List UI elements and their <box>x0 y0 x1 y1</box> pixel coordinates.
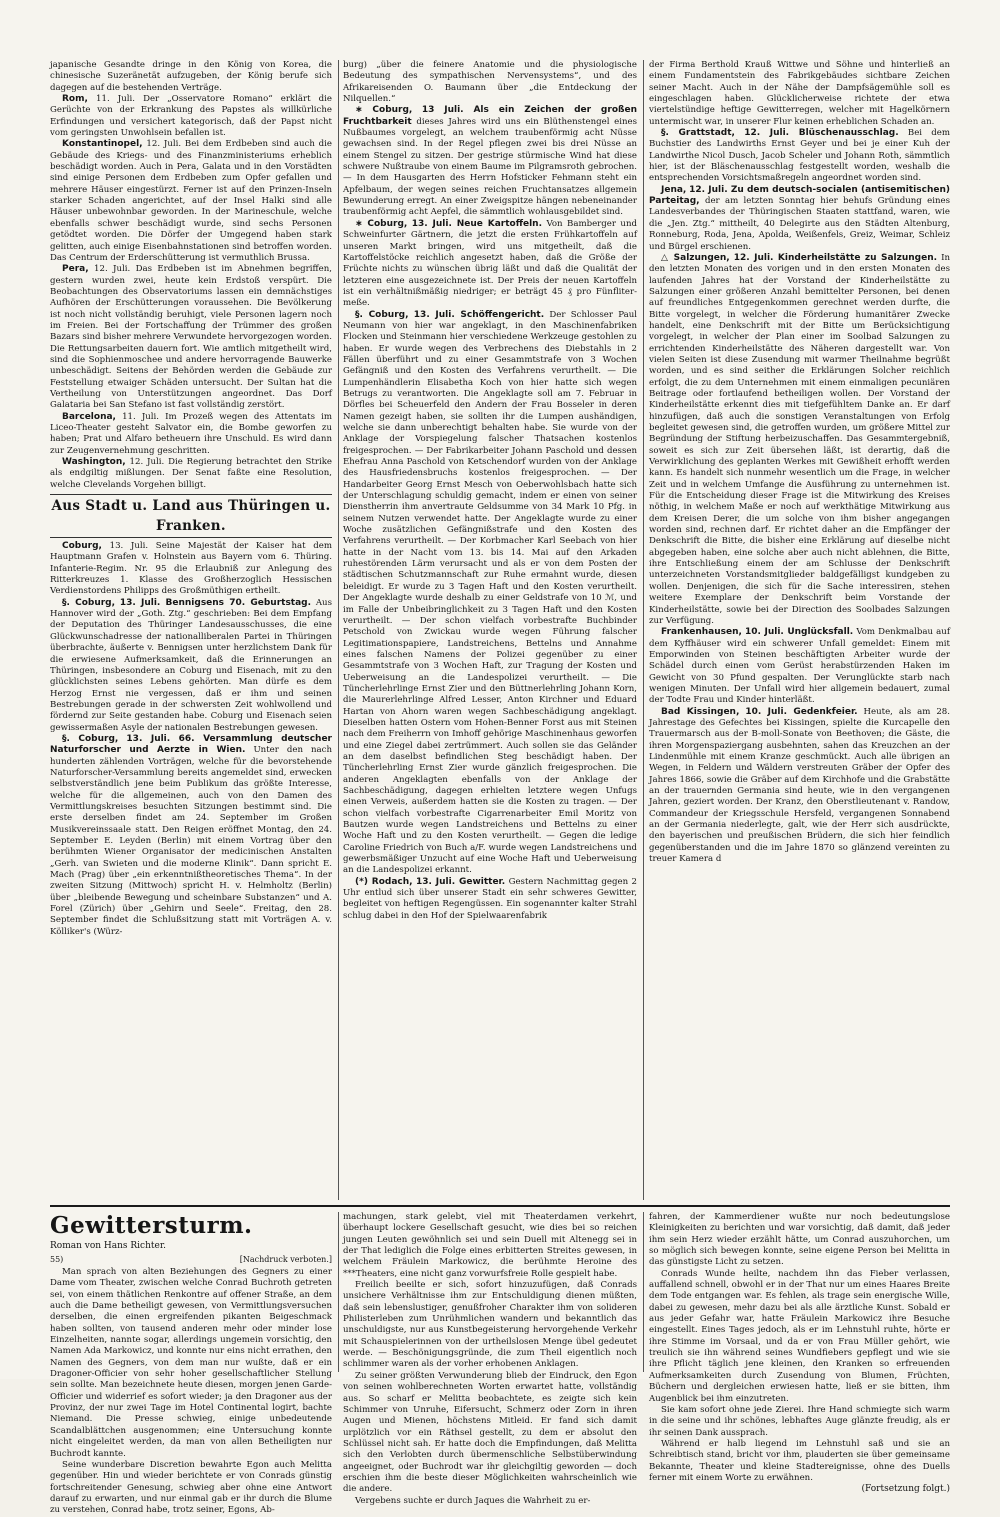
feuilleton-paragraph: Sie kam sofort ohne jede Zierei. Ihre Hand schmiegte sich warm in die seine und ihr schönes, lebhaftes Auge glänzte freudig, als er ihr seinen Dank aussprach. <box>649 1404 950 1438</box>
article-kissingen: Bad Kissingen, 10. Juli. Gedenkfeier. Heute, als am 28. Jahrestage des Gefechtes bei Kissingen, spielte die Kurcapelle den Trauermarsch aus der B-moll-Sonate von Beethoven; die Gäste, die ihren Morgenspaziergang ausbehnten, sahen das Kreuzchen an der Lindenmühle mit einem Kranze geschmückt. Auch alle übrigen an Wegen, in Feldern und Wäldern verstreuten Gräber der Opfer des Jahres 1866, sowie die Gräber auf dem Kirchhofe und die Grabstätte an der trauernden Germania sind heute, wie in den vergangenen Jahren, geziert worden. Der Kranz, den Oberstlieutenant v. Randow, Commandeur der Kriegsschule Hersfeld, vergangenen Sonnabend an der Germania niederlegte, galt, wie der Herr sich ausdrückte, den bayerischen und preußischen Brüdern, die sich hier feindlich gegenüberstanden und die im Jahre 1870 so glänzend vereinten zu treuer Kamera d <box>649 706 951 865</box>
dateline: Frankenhausen, <box>661 627 742 638</box>
article-headline: 13. Juli. 66. Versammlung deutscher Naturforscher und Aerzte in Wien. <box>50 733 332 756</box>
dateline: Rom, <box>62 94 88 105</box>
article-text: der Firma Berthold Krauß Wittwe und Söhne und hinterließ an einem Fundamentstein des Fabrikgebäudes sichtbare Zeichen seiner Macht. Auch in der Nähe der Dampfsägemühle soll es eingeschlagen haben. Glücklicherweise richtete der etwa viertelstündige heftige Gewitterregen, welcher mit Hagelkörnern untermischt war, in unserer Flur keinen erheblichen Schaden an. <box>649 60 950 127</box>
article-jena: Jena, 12. Juli. Zu dem deutsch-socialen (antisemitischen) Parteitag, der am letzten Sonntag hier behufs Gründung eines Landesverbandes der Thüringischen Staaten stattfand, waren, wie die „Jen. Ztg.“ mittheilt, 40 Delegirte aus den Städten Altenburg, Ronneburg, Roda, Jena, Apolda, Weißenfels, Greiz, Weimar, Schleiz und Bürgel erschienen. <box>649 184 950 252</box>
article-headline: 12. Juli. Blüschenausschlag. <box>744 128 899 139</box>
article-headline: 12. Juli. Zu dem deutsch-socialen (antisemitischen) Parteitag, <box>649 184 950 207</box>
article-headline: 10. Juli. Unglücksfall. <box>745 627 854 638</box>
article-salzungen: △ Salzungen, 12. Juli. Kinderheilstätte zu Salzungen. In den letzten Monaten des vorigen und in den ersten Monaten des laufenden Jahres hat der Vorstand der Kinderheilstätte zu Salzungen einer größeren Anzahl bemittelter Personen, bei denen auf freundliches Entgegenkommen gerechnet werden durfte, die Bitte vorgelegt, in welcher die Förderung humanitärer Zwecke handelt, eine Denkschrift mit der Bitte um Berücksichtigung vorgelegt, in welcher der Plan einer im Soolbad Salzungen zu errichtenden Kinderheilstätte des Näheren dargestellt war. Von vielen Seiten ist diese Zusendung mit warmer Theilnahme begrüßt worden, und es sind seither die Erklärungen Solcher reichlich erfolgt, die zu dem Unternehmen mit einem einmaligen pecuniären Beitrage oder fortlaufend betheiligen wollen. Der Vorstand der Kinderheilstätte erkennt dies mit tiefgefühltem Danke an. Er darf hinzufügen, daß auch die sonstigen Veranstaltungen von Erfolg begleitet gewesen sind, die getroffen wurden, um größere Mittel zur Begründung der Stiftung herbeizuschaffen. Das Gesammtergebniß, soweit es sich zur Zeit übersehen läßt, ist derartig, daß die Verwirklichung des geplanten Werkes mit Gewißheit erhofft werden kann. Es handelt sich nunmehr wesentlich um die Frage, in welcher Zeit und in welchem Umfange die Ausführung zu unternehmen ist. Für die Entscheidung dieser Frage ist die Mitwirkung des Kreises nöthig, in welchem Maße er noch auf werkthätige Mitwirkung aus dem Kreisen Derer, die um solche von ihm bisher angegangen worden sind, rechnen darf. Er richtet daher an die Empfänger der Denkschrift die Bitte, die bisher eine Erklärung auf dieselbe nicht abgegeben haben, eine solche aber auch nicht ablehnen, die Bitte, ihre Entschließung einem der am Schlusse der Denkschrift unterzeichneten Vorstandsmitglieder baldgefälligst kundgeben zu wollen. Denjenigen, die sich für die Sache interessiren, stehen weitere Exemplare der Denkschrift beim Vorstande der Kinderheilstätte, sowie bei der Direction des Soolbades Salzungen zur Verfügung. <box>649 252 951 626</box>
feuilleton-column-2 <box>343 1212 637 1506</box>
column-divider <box>338 60 339 1200</box>
article-pera: Pera, 12. Juli. Das Erdbeben ist im Abnehmen begriffen, gestern wurden zwei, heute kein Erdstoß verspürt. Die Beobachtungen des Observatoriums lassen ein demnächstiges Aufhören der Erschütterungen voraussehen. Die Bevölkerung ist noch nicht vollständig beruhigt, viele Personen lagern noch im Freien. Bei der Fortschaffung der Trümmer des großen Bazars sind bisher mehrere Verwundete hervorgezogen worden. Die Rettungsarbeiten dauern fort. Wie amtlich mitgetheilt wird, sind die Sophienmoschee und andere hervorragende Bauwerke unbeschädigt. Seitens der Behörden werden die Gebäude zur Feststellung etwaiger Schäden untersucht. Der Sultan hat die Vertheilung von Unterstützungen angeordnet. Das Dorf Galataria bei San Stefano ist fast vollständig zerstört. <box>50 264 333 411</box>
article-schoeffengericht: §. Coburg, 13. Juli. Schöffengericht. Der Schlosser Paul Neumann von hier war angeklagt, in den Maschinenfabriken Flocken und Steinmann hier verschiedene Werkzeuge gestohlen zu haben. Er wurde wegen des Verbrechens des Diebstahls in 2 Fällen überführt und zu einer Gesammtstrafe von 3 Wochen Gefängniß und den Kosten des Verfahrens verurtheilt. — Die Lumpenhändlerin Elisabetha Koch von hier hatte sich wegen Betrugs zu verantworten. Die Angeklagte soll am 7. Februar in Dörfles bei Scheuerfeld den Andern der Frau Bosseler in deren Namen gezeigt haben, sie sollten ihr die Lumpen aushändigen, welche sie dann unberechtigt behalten habe. Sie wurde von der Anklage der Vorspiegelung falscher Thatsachen kostenlos freigesprochen. — Der Fabrikarbeiter Johann Paschold und dessen Ehefrau Anna Paschold von Ketschendorf wurden von der Anklage des Hausfriedensbruchs kostenlos freigesprochen. — Der Handarbeiter Georg Ernst Mesch von Oeberwohlsbach hatte sich der Unterschlagung schuldig gemacht, indem er einen von seiner Dienstherrin ihm anvertraute Geldsumme von 34 Mark 10 Pfg. in seinem Nutzen verwendet hatte. Der Angeklagte wurde zu einer Woche zusätzlichen Gefängnißstrafe und den Kosten des Verfahrens verurtheilt. — Der Korbmacher Karl Seebach von hier hatte in der Nacht vom 13. bis 14. Mai auf den Arkaden ruhestörenden Lärm verursacht und als er von dem Posten der städtischen Schutzmannschaft zur Ruhe ermahnt wurde, diesen beleidigt. Er wurde zu 3 Tagen Haft und den Kosten verurtheilt. Der Angeklagte wurde deshalb zu einer Geldstrafe von 10 ℳ, und im Falle der Unbeibringlichkeit zu 3 Tagen Haft und den Kosten verurtheilt. — Der schon vielfach vorbestrafte Buchbinder Petschold von Zwickau wurde wegen Führung falscher Legitimationspapiere, Landstreichens, Bettelns und Annahme eines falschen Namens der Polizei gegenüber zu einer Gesammtstrafe von 3 Wochen Haft, zur Tragung der Kosten und Ueberweisung an die Landespolizei verurtheilt. — Die Tüncherlehrlinge Ernst Zier und den Büttnerlehrling Johann Korn, die Maurerlehrlinge Alfred Lesser, Anton Kirchner und Eduard Hartan von Ahorn waren wegen Sachbeschädigung angeklagt. Dieselben hatten Ostern vom Hohen-Benner Forst aus mit Steinen nach dem Freiherrn von Imhoff gehörige Maschinenhaus geworfen und eine Ziegel dabei zertrümmert. Auch sollen sie das Geländer an dem daselbst befindlichen Steg beschädigt haben. Der Tüncherlehrling Ernst Zier wurde gänzlich freigesprochen. Die anderen Angeklagten ebenfalls von der Anklage der Sachbeschädigung, dagegen erhielten letztere wegen Unfugs einen Verweis, außerdem hatten sie die Kosten zu tragen. — Der schon vielfach vorbestrafte Cigarrenarbeiter Emil Moritz von Bautzen wurde wegen Landstreichens und Bettelns zu einer Woche Haft und zu den Kosten verurtheilt. — Gegen die ledige Caroline Friedrich von Buch a/F. wurde wegen Landstreichens und gewerbsmäßiger Unzucht auf eine Woche Haft und Ueberweisung an die Landespolizei erkannt. <box>343 309 638 876</box>
article-text: burg) „über die feinere Anatomie und die physiologische Bedeutung des sympathischen Nervensystems“, und des Afrikareisenden O. Baumann über „die Entdeckung der Nilquellen.“ <box>343 60 637 105</box>
feuilleton-column-1 <box>50 1212 332 1516</box>
continuation-notice: (Fortsetzung folgt.) <box>861 1484 950 1495</box>
article-headline: 13. Juli. Bennigsens 70. Geburtstag. <box>119 597 312 608</box>
feuilleton-paragraph: Zu seiner größten Verwunderung blieb der Eindruck, den Egon von seinen wohlberechneten Worten erwartet hatte, vollständig aus. So scharf er Melitta beobachtete, es zeigte sich kein Schimmer von Unruhe, Eifersucht, Schmerz oder Zorn in ihren Augen und Mienen, höchstens Mitleid. Er fand sich damit urplötzlich vor ein Räthsel gestellt, zu dem er absolut den Schlüssel nicht sah. Er hatte doch die Empfindungen, daß Melitta sich den Verlobten durch übermenschliche Selbstüberwindung angeeignet, oder Buchrodt war ihr gleichgiltig geworden — doch erschien ihm die beste dieser Möglichkeiten wahrscheinlich wie die andere. <box>343 1370 637 1495</box>
article-gewitter: (*) Rodach, 13. Juli. Gewitter. Gestern Nachmittag gegen 2 Uhr entlud sich über unserer Stadt ein sehr schweres Gewitter, begleitet von heftigen Regengüssen. Ein sogenannter kalter Strahl schlug dabei in den Hof der Spielwaarenfabrik <box>343 876 638 921</box>
news-column-3 <box>649 60 950 1202</box>
feuilleton-paragraph: Conrads Wunde heilte, nachdem ihn das Fieber verlassen, auffallend schnell, obwohl er in der That nur um eines Haares Breite dem Tode entgangen war. Es fehlen, als trage sein energische Wille, dabei zu gewesen, mehr dazu bei als alle ärztliche Kunst. Sobald er aus jeder Gefahr war, hatte Fräulein Markowicz ihre Besuche eingestellt. Eines Tages jedoch, als er im Lehnstuhl ruhte, hörte er ihre Stimme im Vorsaal, und da er von Frau Müller gehört, wie treulich sie ihn während seines Wundfiebers gepflegt und wie sie ihre Pflicht täglich jene kleinen, den Kranken so erfreuenden Aufmerksamkeiten durch Zusendung von Blumen, Früchten, Büchern und dergleichen erwiesen hatte, ließ er sie bitten, ihm Augenblick bei ihm einzutreten. <box>649 1268 950 1404</box>
article-headline: 13. Juli. Neue Kartoffeln. <box>411 218 542 229</box>
feuilleton-paragraph: Vergebens suchte er durch Jaques die Wahrheit zu er- <box>355 1495 591 1506</box>
feuilleton-paragraph: machungen, stark gelebt, viel mit Theaterdamen verkehrt, überhaupt lockere Gesellschaft gesucht, wie dies bei so reichen jungen Leuten gewöhnlich sei und sein Duell mit Altenegg sei in der That lediglich die Folge eines erbitterten Streites gewesen, in welchem Fräulein Markowicz, die berühmte Heroine des ***Theaters, eine nicht ganz vorwurfsfreie Rolle gespielt habe. <box>343 1212 637 1279</box>
article-headline: 13. Juli. Schöffengericht. <box>413 309 545 320</box>
dateline: ∗ Coburg, <box>355 105 413 116</box>
dateline: (*) Rodach, <box>355 876 413 887</box>
dateline: Washington, <box>62 457 126 468</box>
article-headline: 13 Juli. Als ein Zeichen der großen Fruchtbarkeit <box>343 105 637 127</box>
column-divider <box>338 1212 339 1372</box>
article-kartoffeln: ∗ Coburg, 13. Juli. Neue Kartoffeln. Von Bamberger und Schweinfurter Gärtnern, die jetzt die ersten Frühkartoffeln auf unseren Markt bringen, wird uns mitgetheilt, daß die Kartoffelstöcke reichlich angesetzt haben, daß die Größe der Früchte nichts zu wünschen übrig läßt und daß die Qualität der letzteren eine ausgezeichnete ist. Der Preis der neuen Kartoffeln ist ein verhältnißmäßig niedriger; er beträgt 45 ₰ pro Fünflitermeße. <box>343 218 637 309</box>
column-divider <box>643 60 644 1200</box>
article-headline: 12. Juli. Kinderheilstätte zu Salzungen. <box>733 252 938 263</box>
article-grattstadt: §. Grattstadt, 12. Juli. Blüschenausschlag. Bei dem Buchstier des Landwirths Ernst Geyer und bei je einer Kuh der Landwirthe Nicol Dusch, Jacob Scheler und Johann Roth, sämmtlich hier, ist der Bläschenausschlag festgestellt worden, weshalb die entsprechenden Vorsichtsmaßregeln angeordnet worden sind. <box>649 128 951 184</box>
dateline: Konstantinopel, <box>62 139 143 150</box>
article-frankenhausen: Frankenhausen, 10. Juli. Unglücksfall. Vom Denkmalbau auf dem Kyffhäuser wird ein schwerer Unfall gemeldet: Einem mit Emporwinden von Steinen beschäftigten Arbeiter wurde der Schädel durch einen vom Gerüst herabstürzenden Haken im Gewicht von 30 Pfund gespalten. Der Verunglückte starb nach wenigen Minuten. Der Unfall wird hier allgemein bedauert, zumal der Todte Frau und Kinder hinterläßt. <box>649 627 951 706</box>
dateline: Pera, <box>62 264 89 275</box>
dateline: Coburg, <box>62 541 102 552</box>
feuilleton-paragraph: Während er halb liegend im Lehnstuhl saß und sie an Schreibtisch stand, bricht vor ihm, plauderten sie über gemeinsame Bekannte, Theater und kleine Stadtereignisse, ohne des Duells ferner mit einem Worte zu erwähnen. <box>649 1438 950 1483</box>
article-naturforscher: §. Coburg, 13. Juli. 66. Versammlung deutscher Naturforscher und Aerzte in Wien. Unter den nach hunderten zählenden Vorträgen, welche für die bevorstehende Naturforscher-Versammlung bereits angemeldet sind, erwecken selbstverständlich jene beim Publikum das größte Interesse, welche für die allgemeinen, auch von den Damen des Vermittlungskreises besuchten Sitzungen bestimmt sind. Die erste derselben findet am 24. September im Großen Musikvereinssaale statt. Den Reigen eröffnet Montag, den 24. September E. Leyden (Berlin) mit einem Vortrag über den berühmten Wiener Organisator der medicinischen Anstalten „Gerh. van Swieten und die moderne Klinik“. Dann spricht E. Mach (Prag) über „ein erkenntnißtheoretisches Thema“. In der zweiten Sitzung (Mittwoch) spricht H. v. Helmholtz (Berlin) über „bleibende Bewegung und scheinbare Substanzen“ und A. Forel (Zürich) über „Gehirn und Seele“. Freitag, den 28. September findet die Schlußsitzung statt mit Vorträgen A. v. Kölliker's (Würz- <box>50 733 333 937</box>
article-bennigsen: §. Coburg, 13. Juli. Bennigsens 70. Geburtstag. Aus Hannover wird der „Goth. Ztg.“ geschrieben: Bei dem Empfang der Deputation des Thüringer Landesausschusses, die eine Glückwunschadresse der nationalliberalen Partei in Thüringen überbrachte, äußerte v. Bennigsen unter herzlichstem Dank für die erwiesene Aufmerksamkeit, daß die Erinnerungen an Thüringen, insbesondere an Coburg und Eisenach, mit zu den glücklichsten seines Lebens gehörten. Man dürfe es dem Herzog Ernst nie vergessen, daß er ihm und seinen Bestrebungen gerade in der schwersten Zeit wohlwollend und fördernd zur Seite gestanden habe. Coburg und Eisenach seien gewissermaßen Asyle der nationalen Bestrebungen gewesen. <box>50 597 332 733</box>
dateline: §. Coburg, <box>62 597 116 608</box>
dateline: Jena, <box>661 184 687 195</box>
article-rom: Rom, 11. Juli. Der „Osservatore Romano“ erklärt die Gerüchte von der Erkrankung des Papstes als willkürliche Erfindungen und versichert kategorisch, daß der Papst nicht vom geringsten Unwohlsein befallen ist. <box>50 94 332 139</box>
dateline: §. Coburg, <box>62 733 119 744</box>
dateline: △ Salzungen, <box>661 252 730 263</box>
article-barcelona: Barcelona, 11. Juli. Im Prozeß wegen des Attentats im Liceo-Theater gesteht Salvator ein, die Bombe geworfen zu haben; Prat und Alfaro betheuern ihre Unschuld. Es wird dann zur Zeugenvernehmung geschritten. <box>50 411 332 456</box>
reprint-notice: [Nachdruck verboten.] <box>239 1255 332 1264</box>
article-washington: Washington, 12. Juli. Die Regierung betrachtet den Strike als endgiltig mißlungen. Der Senat faßte eine Resolution, welche Clevelands Vorgehen billigt. <box>50 457 332 490</box>
article-konstantinopel: Konstantinopel, 12. Juli. Bei dem Erdbeben sind auch die Gebäude des Kriegs- und des Finanzministeriums erheblich beschädigt worden. Auch in Pera, Galata und in den Vorstädten sind einige Personen dem Erdbeben zum Opfer gefallen und mehrere Häuser eingestürzt. Ferner ist auf den Prinzen-Inseln starker Schaden angerichtet, auf der Insel Halki sind alle Häuser unbewohnbar geworden. In der Marineschule, welche ebenfalls schwer beschädigt wurde, sind sechs Personen getödtet worden. Die Dörfer der Umgegend haben stark gelitten, auch einige Eisenbahnstationen sind betroffen worden. Das Centrum der Erderschütterung ist vermuthlich Brussa. <box>50 139 333 263</box>
column-divider <box>643 1212 644 1372</box>
feuilleton-author: Roman von Hans Richter. <box>50 1241 167 1251</box>
feuilleton-paragraph: Seine wunderbare Discretion bewahrte Egon auch Melitta gegenüber. Hin und wieder berichtete er von Conrads günstig fortschreitender Genesung, schwieg aber ohne eine Antwort darauf zu erwarten, und nur einmal gab er ihr durch die Blume zu verstehen, Conrad habe, trotz seiner, Egons, Ab- <box>50 1459 332 1516</box>
dateline: Barcelona, <box>62 411 116 422</box>
dateline: §. Grattstadt, <box>661 128 735 139</box>
dateline: ∗ Coburg, <box>355 218 408 229</box>
feuilleton-column-3 <box>649 1212 950 1495</box>
news-column-1 <box>50 60 332 1202</box>
feuilleton-divider <box>50 1205 950 1207</box>
section-heading: Aus Stadt u. Land aus Thüringen u. Franken. <box>50 494 332 538</box>
feuilleton-paragraph: Man sprach von alten Beziehungen des Gegners zu einer Dame vom Theater, zwischen welche Conrad Buchroth getreten sei, von einem thätlichen Renkontre auf offener Straße, an dem auch die Dame betheiligt gewesen, von Vermittlungsversuchen derselben, die einen ergreifenden pikanten Beigeschmack haben sollten, von tausend anderen mehr oder minder lose Einzelheiten, nannte sogar, allerdings ungemein vorsichtig, den Namen Ada Markowicz, und konnte nur eins nicht errathen, den Namen des Gegners, von dem man nur wußte, daß er ein Dragoner-Officier von sehr hoher gesellschaftlicher Stellung sein sollte. Man bezeichnete heute diesen, morgen jenen Garde-Officier und widerrief es sofort wieder; ja den Dragoner aus der Provinz, der nur zwei Tage im Hotel Continental logirt, bachte Niemand. Die Presse schwieg, einige unbedeutende Scandalblättchen ausgenommen; eine Untersuchung konnte nicht eingeleitet werden, da man von allen Betheiligten nur Buchrodt kannte. <box>50 1267 332 1459</box>
dateline: §. Coburg, <box>355 309 409 320</box>
installment-number: 55) <box>50 1255 64 1264</box>
feuilleton-paragraph: fahren, der Kammerdiener wußte nur noch bedeutungslose Kleinigkeiten zu berichten und war vorsichtig, daß damit, daß jeder ihm sein Herz wieder erzählt hätte, um Conrad auszuhorchen, um so möglich sich bewegen konnte, seine eigene Person bei Melitta in das günstigste Licht zu setzen. <box>649 1212 950 1268</box>
feuilleton-paragraph: Freilich beeilte er sich, sofort hinzuzufügen, daß Conrads unsichere Verhältnisse ihm zur Entschuldigung dienen müßten, daß sein lebenslustiger, genußfroher Charakter ihm von solideren Philisterleben zum Unrühmlichen wandern und bekanntlich das unschuldigste, nur aus Kunstbegeisterung hervorgehende Verkehr mit Schauspielerinnen von der urtheilslosen Menge übel gedeutet werde. — Beschönigungsgründe, die zum Theil eigentlich noch schlimmer waren als der vorher erhobenen Anklagen. <box>343 1280 637 1370</box>
article-headline: 10. Juli. Gedenkfeier. <box>745 706 858 717</box>
feuilleton-title: Gewittersturm. <box>50 1212 253 1239</box>
article-text: japanische Gesandte dringe in den König von Korea, die chinesische Suzeränetät aufzugeben, der König berufe sich dagegen auf die bestehenden Verträge. <box>50 60 332 93</box>
news-column-2 <box>343 60 637 1202</box>
dateline: Bad Kissingen, <box>661 706 740 717</box>
article-headline: 13. Juli. Gewitter. <box>416 876 506 887</box>
article-fruchtbarkeit: ∗ Coburg, 13 Juli. Als ein Zeichen der großen Fruchtbarkeit dieses Jahres wird uns ein Blüthenstengel eines Nußbaumes vorgelegt, an welchem traubenförmig acht Nüsse gewachsen sind. In der Regel pflegen zwei bis drei Nüsse an einem Stengel zu sitzen. Der gestrige stürmische Wind hat diese schwere Nußtraube von einem Baume im Pilgramsroth gebrochen. — In dem Hausgarten des Herrn Hofsticker Fehmann steht ein Apfelbaum, der wegen seines reichen Fruchtansatzes allgemein Bewunderung erregt. An einer Zweigspitze hängen nebeneinander traubenförmig acht Aepfel, die sämmtlich wohlausgebildet sind. <box>343 105 638 218</box>
article-coburg-kaiser: Coburg, 13. Juli. Seine Majestät der Kaiser hat dem Hauptmann Grafen v. Holnstein aus Bayern vom 6. Thüring. Infanterie-Regim. Nr. 95 die Erlaubniß zur Anlegung des Ritterkreuzes 1. Klasse des Großherzoglich Hessischen Verdienstordens Philipps des Großmüthigen ertheilt. <box>50 541 332 597</box>
feuilleton-meta <box>50 1254 332 1265</box>
